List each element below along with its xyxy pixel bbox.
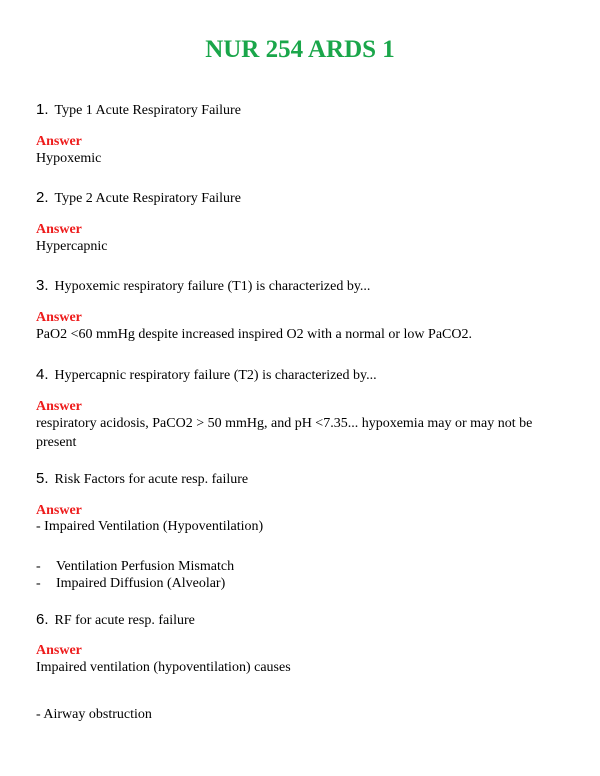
question-number: 3. [36,277,49,294]
question-6 [36,611,195,630]
list-item [36,575,225,593]
question-number: 1. [36,101,49,118]
answer-text: respiratory acidosis, PaCO2 > 50 mmHg, and pH <7.35... hypoxemia may or may not be present [36,416,533,450]
question-text: Hypoxemic respiratory failure (T1) is characterized by... [54,279,371,294]
answer-text: Impaired ventilation (hypoventilation) causes [36,660,291,675]
question-number: 6. [36,611,49,628]
answer-text: PaO2 <60 mmHg despite increased inspired O2 with a normal or low PaCO2. [36,327,472,342]
answer-text: Hypoxemic [36,151,102,166]
question-5 [36,470,248,489]
question-4 [36,366,377,385]
list-item [36,558,234,576]
question-text: Hypercapnic respiratory failure (T2) is characterized by... [54,368,377,383]
document-title: NUR 254 ARDS 1 [205,36,395,63]
question-number: 5. [36,470,49,487]
answer-label: Answer [36,643,82,658]
answer-text: - Impaired Ventilation (Hypoventilation) [36,519,264,534]
answer-text-continued: - Airway obstruction [36,707,152,722]
answer-label: Answer [36,222,82,237]
list-dash: - [36,559,41,574]
question-text: Type 1 Acute Respiratory Failure [54,103,241,118]
list-item-text: Ventilation Perfusion Mismatch [56,559,235,574]
answer-label: Answer [36,310,82,325]
answer-label: Answer [36,399,82,414]
question-number: 2. [36,189,49,206]
answer-text: Hypercapnic [36,239,108,254]
question-text: RF for acute resp. failure [54,613,195,628]
question-text: Type 2 Acute Respiratory Failure [54,191,241,206]
list-item-text: Impaired Diffusion (Alveolar) [56,576,226,591]
question-1 [36,101,241,120]
question-text: Risk Factors for acute resp. failure [54,472,249,487]
question-number: 4. [36,366,49,383]
question-3 [36,277,370,296]
answer-label: Answer [36,503,82,518]
answer-label: Answer [36,134,82,149]
question-2 [36,189,241,208]
list-dash: - [36,576,41,591]
